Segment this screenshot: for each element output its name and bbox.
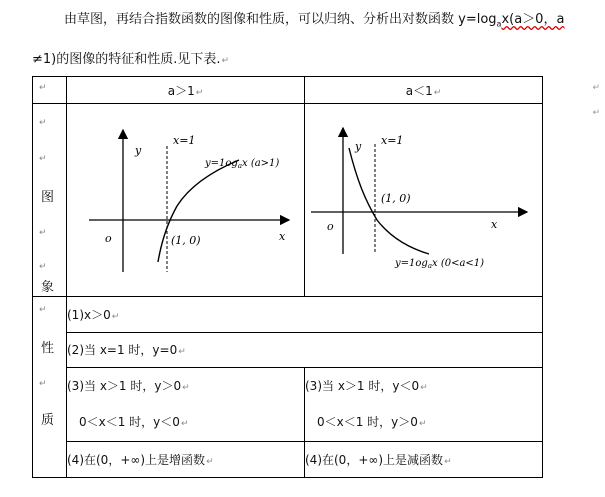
vline-label: x=1	[381, 134, 404, 147]
header-a-gt-1	[67, 77, 305, 104]
prop-4-left-text: (4)在(0，+∞)上是增函数	[67, 453, 206, 468]
header-a-lt-1	[305, 77, 600, 104]
intro-line-1-text: 由草图，再结合指数函数的图像和性质，可以归纳、分析出对数函数 y=log	[64, 12, 497, 27]
table-header-row	[33, 77, 543, 104]
graph-row-label	[33, 104, 67, 297]
graph-a-gt-1	[67, 104, 305, 296]
prop-sign-a-lt-1	[305, 368, 543, 442]
prop-4-right-text: (4)在(0，+∞)上是减函数	[305, 453, 444, 468]
header-right-text: a＜1	[405, 83, 433, 98]
point-label: (1, 0)	[171, 234, 201, 247]
vline-label: x=1	[173, 134, 196, 147]
graph-row	[33, 104, 543, 297]
cell-mark-icon: ↵	[39, 118, 47, 128]
prop-row-3	[33, 368, 543, 442]
prop-monotonic-a-lt-1	[305, 442, 543, 478]
cell-mark-icon: ↵	[39, 262, 47, 272]
y-axis-label: y	[355, 140, 362, 153]
prop-monotonic-a-gt-1	[67, 442, 305, 478]
cell-mark-icon: ↵	[178, 347, 186, 358]
prop-2-text: (2)当 x=1 时，y=0	[67, 343, 178, 358]
cell-mark-icon: ↵	[420, 382, 428, 393]
intro-line-2-text: ≠1)的图像的特征和性质.见下表.	[32, 52, 221, 67]
cell-mark-icon: ↵	[39, 305, 47, 315]
prop-sign-a-gt-1	[67, 368, 305, 442]
graph-a-gt-1-cell	[67, 104, 305, 297]
row-end-mark-icon: ↵	[592, 108, 600, 118]
prop-fixed-point	[67, 332, 543, 368]
point-label: (1, 0)	[381, 192, 411, 205]
y-axis-label: y	[135, 144, 142, 157]
prop-3-left-line-2: 0＜x＜1 时，y＜0↵	[79, 414, 189, 429]
x-axis-label: x	[279, 230, 286, 243]
origin-label: o	[327, 220, 334, 233]
row-end-mark-icon: ↵	[592, 83, 600, 93]
cell-mark-icon: ↵	[433, 87, 442, 98]
x-axis-label: x	[491, 218, 498, 231]
props-row-label	[33, 297, 67, 478]
label-zhi: 质	[41, 413, 55, 428]
cell-mark-icon: ↵	[206, 457, 214, 468]
cell-mark-icon: ↵	[182, 382, 190, 393]
prop-1-text: (1)x＞0	[67, 307, 111, 322]
cell-mark-icon: ↵	[39, 154, 47, 164]
intro-subscript: a	[496, 19, 502, 29]
graph-a-lt-1	[305, 104, 543, 296]
cell-mark-icon: ↵	[444, 457, 452, 468]
cell-mark-icon: ↵	[39, 228, 47, 238]
prop-3-right-line-1: (3)当 x＞1 时，y＜0↵	[305, 378, 428, 393]
paragraph-mark-icon: ↵	[221, 56, 230, 66]
prop-row-4	[33, 442, 543, 478]
label-xing: 性	[41, 341, 55, 356]
corner-cell	[33, 77, 67, 104]
prop-3-left-line-1: (3)当 x＞1 时，y＞0↵	[67, 378, 190, 393]
cell-mark-icon: ↵	[180, 418, 189, 429]
prop-3-right-line-2: 0＜x＜1 时，y＞0↵	[317, 414, 427, 429]
curve-label: $y=1og_ax$ (a>1)	[205, 158, 280, 170]
intro-line-1-tail: x(a＞0，a	[501, 12, 565, 27]
cell-mark-icon: ↵	[111, 311, 120, 322]
cell-mark-icon: ↵	[418, 418, 427, 429]
prop-domain	[67, 297, 543, 333]
cell-mark-icon: ↵	[39, 379, 47, 389]
intro-line-1	[64, 8, 564, 29]
header-left-text: a＞1	[167, 83, 195, 98]
prop-row-2	[33, 332, 543, 368]
graph-a-lt-1-cell	[305, 104, 600, 297]
label-xiang: 象	[41, 280, 55, 295]
function-properties-table	[32, 76, 600, 478]
origin-label: o	[105, 232, 112, 245]
intro-line-2	[32, 48, 229, 67]
label-tu: 图	[41, 190, 55, 205]
cell-mark-icon: ↵	[39, 83, 47, 93]
prop-row-1	[33, 297, 543, 333]
curve-label: $y=1og_ax$ (0<a<1)	[395, 258, 485, 270]
cell-mark-icon: ↵	[195, 87, 204, 98]
